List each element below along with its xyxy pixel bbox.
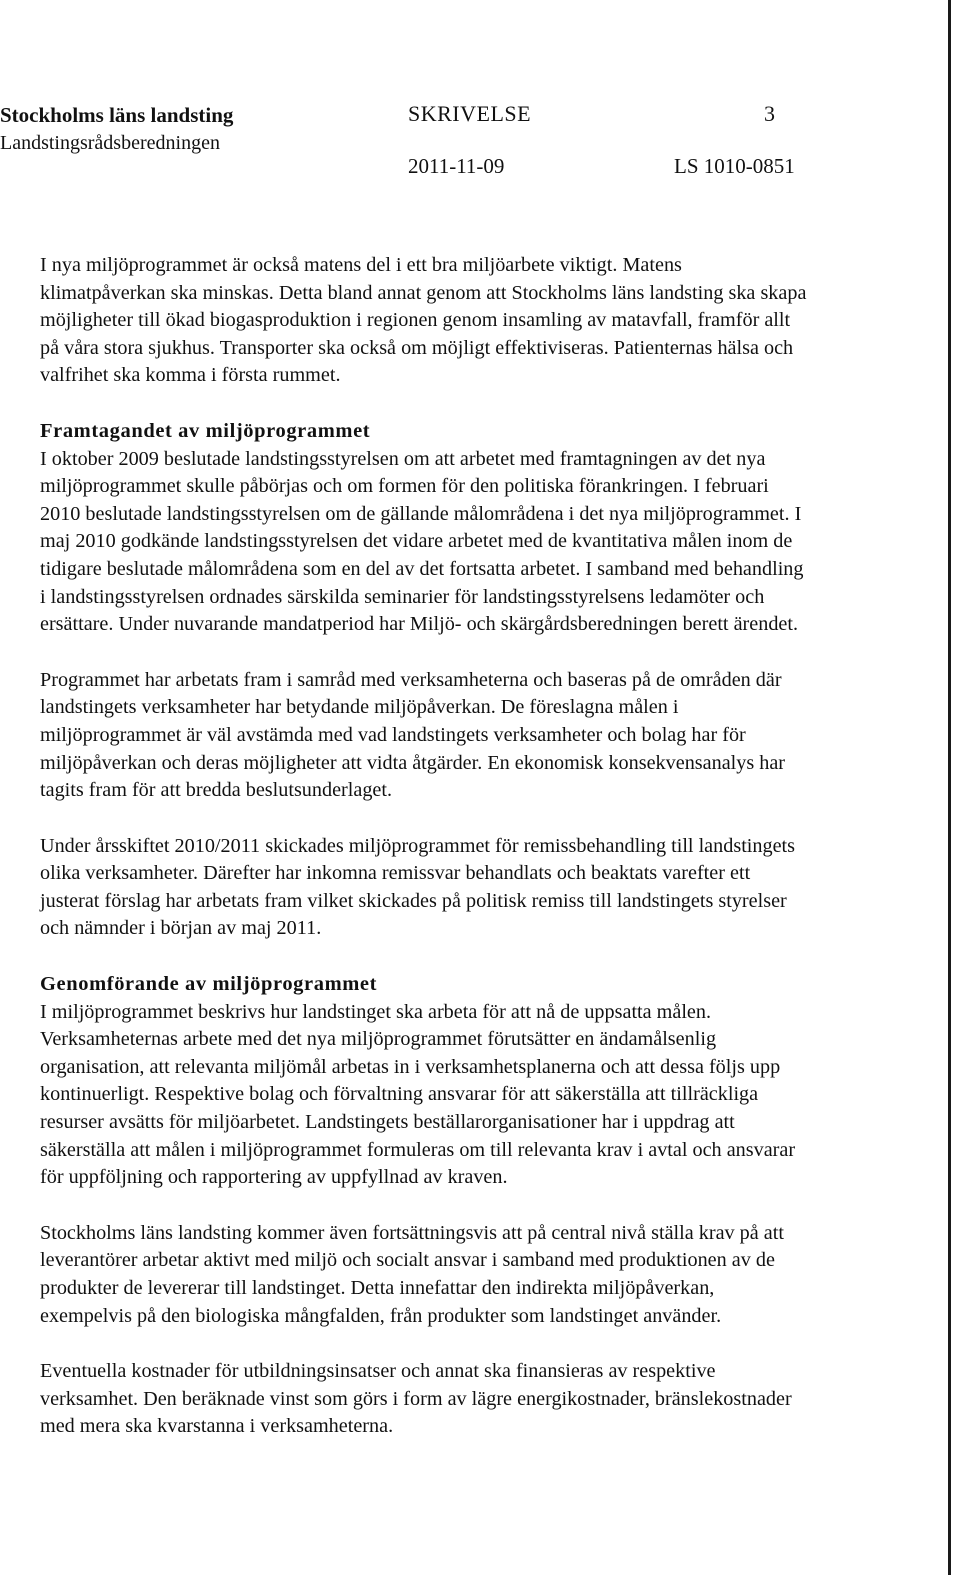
document-header	[0, 0, 960, 200]
paragraph: Under årsskiftet 2010/2011 skickades miljöprogrammet för remissbehandling till landstingets olika verksamheter. Därefter har inkomna remissvar behandlats och beaktats varefter ett justerat förslag har arbetats fram vilket skickades på politisk remiss till landstingets styrelser och nämnder i början av maj 2011.	[40, 834, 796, 940]
document-type: SKRIVELSE	[408, 101, 532, 126]
section-heading: Genomförande av miljöprogrammet	[40, 973, 378, 996]
document-date: 2011-11-09	[408, 154, 505, 178]
organization-name: Stockholms läns landsting	[0, 103, 234, 127]
section-genomforande	[40, 971, 810, 1192]
document-body	[40, 252, 810, 1469]
page-number: 3	[764, 101, 775, 126]
department-name: Landstingsrådsberedningen	[0, 132, 220, 154]
section-paragraph: I oktober 2009 beslutade landstingsstyrelsen om att arbetet med framtagningen av det nya miljöprogrammet skulle påbörjas och om formen för den politiska förankringen. I februari 2010 beslutade landstingsstyrelsen om de gällande målområdena i det nya miljöprogrammet. I maj 2010 godkände landstingsstyrelsen det vidare arbetet med de kvantitativa målen inom de tidigare beslutade målområdena som en del av det fortsatta arbetet. I samband med behandling i landstingsstyrelsen ordnades särskilda seminarier för landstingsstyrelsens ledamöter och ersättare. Under nuvarande mandatperiod har Miljö- och skärgårdsberedningen berett ärendet.	[40, 447, 804, 636]
paragraph: Stockholms läns landsting kommer även fortsättningsvis att på central nivå ställa krav på att leverantörer arbetar aktivt med miljö och socialt ansvar i samband med produktionen av de produkter de levererar till landstinget. Detta innefattar den indirekta miljöpåverkan, exempelvis på den biologiska mångfalden, från produkter som landstinget använder.	[40, 1221, 784, 1327]
section-framtagandet	[40, 418, 810, 639]
paragraph: Eventuella kostnader för utbildningsinsatser och annat ska finansieras av respektive verksamhet. Den beräknade vinst som görs i form av lägre energikostnader, bränslekostnader med mera ska kvarstanna i verksamheterna.	[40, 1360, 792, 1438]
section-paragraph: I miljöprogrammet beskrivs hur landstinget ska arbeta för att nå de uppsatta målen. Verksamheternas arbete med det nya miljöprogrammet förutsätter en ändamålsenlig organisation, att relevanta miljömål arbetas in i verksamhetsplanerna och att dessa följs upp kontinuerligt. Respektive bolag och förvaltning ansvarar för att säkerställa att tillräckliga resurser avsätts för miljöarbetet. Landstingets beställarorganisationer har i uppdrag att säkerställa att målen i miljöprogrammet formuleras om till relevanta krav i avtal och ansvarar för uppföljning och rapportering av uppfyllnad av kraven.	[40, 1000, 796, 1189]
paragraph: Programmet har arbetats fram i samråd med verksamheterna och baseras på de områden där landstingets verksamheter har betydande miljöpåverkan. De föreslagna målen i miljöprogrammet är väl avstämda med vad landstingets verksamheter och bolag har för miljöpåverkan och deras möjligheter att vidta åtgärder. En ekonomisk konsekvensanalys har tagits fram för att bredda beslutsunderlaget.	[40, 668, 786, 802]
section-heading: Framtagandet av miljöprogrammet	[40, 419, 371, 442]
scan-edge-line	[948, 0, 951, 1575]
intro-paragraph: I nya miljöprogrammet är också matens del i ett bra miljöarbete viktigt. Matens klimatpåverkan ska minskas. Detta bland annat genom att Stockholms läns landsting ska skapa möjligheter till ökad biogasproduktion i regionen genom insamling av matavfall, framför allt på våra stora sjukhus. Transporter ska också om möjligt effektiviseras. Patienternas hälsa och valfrihet ska komma i första rummet.	[40, 254, 807, 387]
document-reference: LS 1010-0851	[674, 154, 795, 178]
